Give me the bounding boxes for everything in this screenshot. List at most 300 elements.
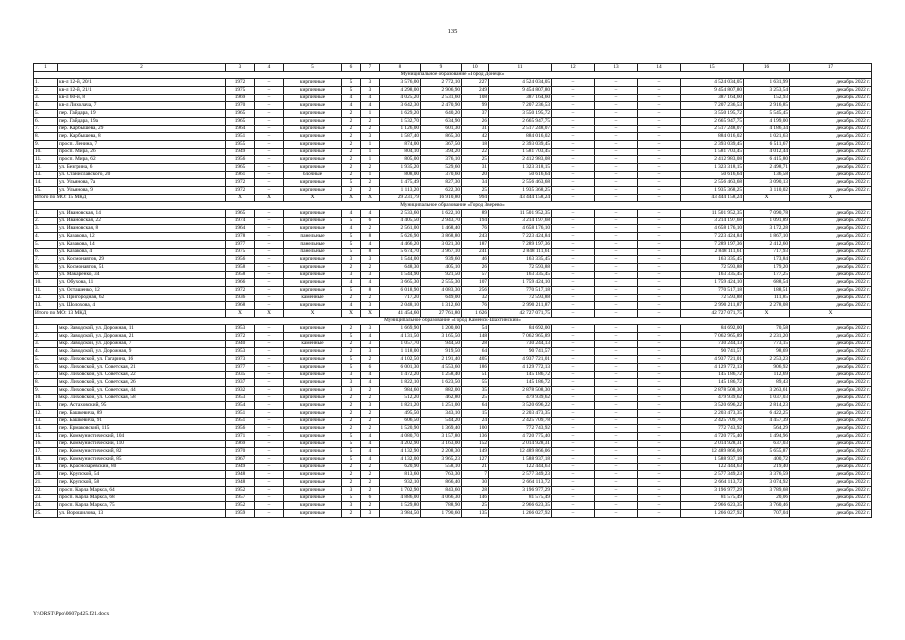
table-cell: 4 080,70 xyxy=(380,433,421,441)
table-cell: декабрь 2022 г. xyxy=(790,386,872,394)
table-cell: 227 xyxy=(462,79,489,87)
table-cell: 1 622,10 xyxy=(421,210,462,218)
table-cell: 2 814,23 xyxy=(744,402,790,410)
table-cell: 7 289 197,36 xyxy=(489,240,552,248)
total-cell: 16 910,80 xyxy=(421,194,462,202)
table-cell: – xyxy=(552,425,595,433)
table-cell: 163 335,45 xyxy=(681,271,744,279)
table-cell: 3 xyxy=(361,79,380,87)
table-cell: – xyxy=(552,279,595,287)
table-row xyxy=(34,286,872,294)
table-cell: – xyxy=(595,187,638,195)
table-cell: – xyxy=(255,402,284,410)
table-cell: 2 906,90 xyxy=(421,87,462,95)
table-cell: 2 xyxy=(342,402,361,410)
table-cell: декабрь 2022 г. xyxy=(790,348,872,356)
table-cell: 730 244,13 xyxy=(681,340,744,348)
table-cell: 2 xyxy=(361,294,380,302)
table-cell: 1 669,90 xyxy=(380,325,421,333)
table-cell: – xyxy=(595,502,638,510)
table-cell: 1952 xyxy=(226,486,255,494)
table-cell: 2 208,30 xyxy=(421,448,462,456)
table-cell: 2 xyxy=(361,463,380,471)
table-cell: 12 489 866,06 xyxy=(489,448,552,456)
table-cell: – xyxy=(595,79,638,87)
table-cell: ул. Безгрина, 6 xyxy=(58,163,226,171)
table-cell: 1940 xyxy=(226,340,255,348)
table-cell: 26 xyxy=(462,117,489,125)
table-row xyxy=(34,386,872,394)
table-cell: 219,40 xyxy=(744,463,790,471)
table-cell: 1956 xyxy=(226,256,255,264)
table-cell: просп. Карла Маркса, 68 xyxy=(58,494,226,502)
table-cell: 2 xyxy=(361,479,380,487)
table-row xyxy=(34,233,872,241)
table-cell: 2 990 211,87 xyxy=(681,302,744,310)
table-cell: 1972 xyxy=(226,286,255,294)
table-cell: декабрь 2022 г. xyxy=(790,509,872,517)
table-cell: – xyxy=(638,340,681,348)
table-cell: 6. xyxy=(34,117,58,125)
table-cell: 4 937 721,01 xyxy=(681,356,744,364)
table-cell: кирпичные xyxy=(284,210,342,218)
table-cell: 3 196 977,29 xyxy=(489,486,552,494)
table-cell: – xyxy=(638,256,681,264)
table-cell: 2 xyxy=(342,117,361,125)
table-cell: 376,10 xyxy=(421,156,462,164)
table-cell: декабрь 2022 г. xyxy=(790,233,872,241)
table-cell: 2 577 349,23 xyxy=(681,471,744,479)
table-cell: 1 623,50 xyxy=(421,379,462,387)
table-cell: 4 083,30 xyxy=(421,286,462,294)
table-cell: 64 xyxy=(462,348,489,356)
column-number: 2 xyxy=(58,64,226,72)
table-cell: – xyxy=(552,302,595,310)
table-cell: кирпичные xyxy=(284,440,342,448)
table-cell: 1965 xyxy=(226,117,255,125)
table-cell: 1964 xyxy=(226,225,255,233)
table-cell: мкр. Заводской, ул. Дорожная, 9 xyxy=(58,348,226,356)
table-cell: 72 593,88 xyxy=(681,263,744,271)
table-cell: декабрь 2022 г. xyxy=(790,117,872,125)
table-row xyxy=(34,133,872,141)
table-cell: 2. xyxy=(34,333,58,341)
table-cell: декабрь 2022 г. xyxy=(790,425,872,433)
table-cell: 13. xyxy=(34,302,58,310)
table-cell: – xyxy=(552,479,595,487)
table-cell: 18 xyxy=(462,140,489,148)
table-cell: кирпичные xyxy=(284,325,342,333)
table-cell: 2 498,71 xyxy=(744,163,790,171)
table-cell: 367,50 xyxy=(421,140,462,148)
table-cell: – xyxy=(552,248,595,256)
table-cell: 1 472,20 xyxy=(380,371,421,379)
table-cell: 188,51 xyxy=(744,286,790,294)
table-cell: – xyxy=(638,425,681,433)
table-cell: 24 xyxy=(462,417,489,425)
table-cell: 7 289 197,36 xyxy=(681,240,744,248)
table-cell: 2 xyxy=(342,148,361,156)
table-cell: 3 xyxy=(342,502,361,510)
table-cell: 135 xyxy=(462,509,489,517)
table-cell: 4 937 721,01 xyxy=(489,356,552,364)
table-cell: декабрь 2022 г. xyxy=(790,456,872,464)
table-cell: 25 xyxy=(462,394,489,402)
table-cell: – xyxy=(552,363,595,371)
table-cell: 256 xyxy=(462,286,489,294)
table-cell: 2 xyxy=(361,117,380,125)
table-cell: 3 576,00 xyxy=(380,79,421,87)
table-cell: 495,50 xyxy=(380,409,421,417)
table-cell: 1 822,10 xyxy=(380,379,421,387)
column-number: 11 xyxy=(489,64,552,72)
table-cell: 606,50 xyxy=(380,417,421,425)
table-cell: – xyxy=(552,233,595,241)
table-cell: декабрь 2022 г. xyxy=(790,133,872,141)
table-cell: декабрь 2022 г. xyxy=(790,440,872,448)
table-cell: 12 489 866,06 xyxy=(681,448,744,456)
table-cell: 5 545,45 xyxy=(744,110,790,118)
table-cell: 1969 xyxy=(226,94,255,102)
table-cell: – xyxy=(638,117,681,125)
table-cell: 100 xyxy=(462,425,489,433)
table-cell: 3 074,92 xyxy=(744,479,790,487)
table-cell: 1949 xyxy=(226,463,255,471)
total-cell: X xyxy=(744,310,790,318)
table-cell: 2 xyxy=(361,394,380,402)
table-cell: пер. Башкевича, 89 xyxy=(58,409,226,417)
table-cell: 3 760,46 xyxy=(744,502,790,510)
table-cell: 55 xyxy=(462,379,489,387)
table-cell: – xyxy=(552,486,595,494)
total-cell: X xyxy=(744,194,790,202)
table-cell: декабрь 2022 г. xyxy=(790,402,872,410)
table-cell: 4 xyxy=(361,210,380,218)
table-cell: – xyxy=(595,463,638,471)
table-cell: 6 422,25 xyxy=(744,409,790,417)
table-cell: – xyxy=(255,248,284,256)
total-cell: 42 727 071,75 xyxy=(681,310,744,318)
table-cell: 3 xyxy=(361,325,380,333)
table-cell: 2 393 039,45 xyxy=(681,140,744,148)
table-cell: 4 066,30 xyxy=(421,494,462,502)
table-cell: 2 xyxy=(342,133,361,141)
table-cell: 5. xyxy=(34,356,58,364)
table-cell: 2 561,00 xyxy=(380,225,421,233)
table-cell: мкр. Лиховской, ул. Советская, 58 xyxy=(58,394,226,402)
table-cell: 2 xyxy=(342,463,361,471)
total-cell: 994 xyxy=(462,194,489,202)
table-cell: – xyxy=(638,486,681,494)
table-cell: 7 062 965,89 xyxy=(681,333,744,341)
table-cell: 4 720 775,40 xyxy=(489,433,552,441)
table-row xyxy=(34,340,872,348)
table-cell: кирпичные xyxy=(284,225,342,233)
table-cell: 1953 xyxy=(226,348,255,356)
table-cell: 1 118,00 xyxy=(380,348,421,356)
table-cell: 5 655,87 xyxy=(744,448,790,456)
table-cell: просп. Ленина, 7 xyxy=(58,140,226,148)
table-cell: декабрь 2022 г. xyxy=(790,302,872,310)
table-cell: 3 xyxy=(361,302,380,310)
table-cell: – xyxy=(595,333,638,341)
table-cell: – xyxy=(595,379,638,387)
table-cell: 177,25 xyxy=(744,271,790,279)
table-cell: – xyxy=(638,187,681,195)
table-cell: 1957 xyxy=(226,494,255,502)
table-cell: пер. Коммунистический, 85 xyxy=(58,456,226,464)
table-cell: – xyxy=(595,340,638,348)
table-cell: декабрь 2022 г. xyxy=(790,394,872,402)
table-cell: 640,20 xyxy=(421,110,462,118)
total-cell: X xyxy=(790,310,872,318)
table-cell: декабрь 2022 г. xyxy=(790,256,872,264)
table-cell: – xyxy=(255,240,284,248)
table-cell: 1 935,20 xyxy=(380,163,421,171)
table-cell: 20. xyxy=(34,471,58,479)
table-cell: – xyxy=(595,217,638,225)
table-cell: – xyxy=(638,363,681,371)
table-cell: 24. xyxy=(34,502,58,510)
table-cell: 145 186,72 xyxy=(681,371,744,379)
table-cell: 122 444,63 xyxy=(681,463,744,471)
table-cell: 1 266 027,92 xyxy=(489,509,552,517)
table-cell: – xyxy=(638,456,681,464)
column-number: 10 xyxy=(462,64,489,72)
table-cell: – xyxy=(552,325,595,333)
table-cell: – xyxy=(552,509,595,517)
table-row xyxy=(34,348,872,356)
table-cell: – xyxy=(255,148,284,156)
table-cell: – xyxy=(638,140,681,148)
table-cell: 717,93 xyxy=(744,248,790,256)
table-cell: – xyxy=(595,402,638,410)
table-cell: 4. xyxy=(34,348,58,356)
table-cell: – xyxy=(255,486,284,494)
table-cell: декабрь 2022 г. xyxy=(790,494,872,502)
table-cell: 2 470,90 xyxy=(421,102,462,110)
table-cell: – xyxy=(255,433,284,441)
table-row xyxy=(34,117,872,125)
table-cell: кв-л 12-й, 21/1 xyxy=(58,87,226,95)
table-cell: ул. Макаренко, 34 xyxy=(58,271,226,279)
table-cell: 89 xyxy=(462,210,489,218)
table-cell: 512,20 xyxy=(380,394,421,402)
table-cell: 2 556 463,68 xyxy=(489,179,552,187)
table-row xyxy=(34,125,872,133)
table-cell: 2 xyxy=(342,156,361,164)
table-cell: – xyxy=(595,440,638,448)
table-cell: – xyxy=(552,117,595,125)
table-cell: 763,30 xyxy=(421,471,462,479)
table-cell: 51 xyxy=(462,371,489,379)
table-cell: 3 xyxy=(361,509,380,517)
table-cell: 4 xyxy=(342,279,361,287)
table-cell: пер. Астаховский, 95 xyxy=(58,402,226,410)
table-cell: – xyxy=(255,187,284,195)
table-cell: 14. xyxy=(34,179,58,187)
table-row xyxy=(34,402,872,410)
table-cell: 76 xyxy=(462,225,489,233)
table-cell: кирпичные xyxy=(284,379,342,387)
table-cell: кирпичные xyxy=(284,486,342,494)
table-cell: 163 335,45 xyxy=(681,256,744,264)
table-cell: 772 743,92 xyxy=(489,425,552,433)
table-cell: 32 xyxy=(462,294,489,302)
table-cell: 2 533,60 xyxy=(380,210,421,218)
table-cell: 1965 xyxy=(226,163,255,171)
table-row xyxy=(34,240,872,248)
table-cell: 4 129 772,13 xyxy=(681,363,744,371)
table-cell: 4 524 034,05 xyxy=(489,79,552,87)
table-cell: – xyxy=(595,163,638,171)
table-cell: декабрь 2022 г. xyxy=(790,286,872,294)
table-cell: – xyxy=(552,394,595,402)
table-cell: 2 xyxy=(342,509,361,517)
table-cell: декабрь 2022 г. xyxy=(790,240,872,248)
table-cell: 1966 xyxy=(226,279,255,287)
table-row xyxy=(34,379,872,387)
table-cell: 3. xyxy=(34,340,58,348)
table-cell: кирпичные xyxy=(284,279,342,287)
table-cell: 6 018,90 xyxy=(380,286,421,294)
table-cell: 10. xyxy=(34,394,58,402)
table-cell: 3. xyxy=(34,225,58,233)
table-cell: – xyxy=(638,102,681,110)
table-cell: 2 278,08 xyxy=(744,302,790,310)
table-cell: 4. xyxy=(34,102,58,110)
table-cell: 90 741,57 xyxy=(489,348,552,356)
total-row xyxy=(34,194,872,202)
table-cell: 1972 xyxy=(226,79,255,87)
table-cell: кирпичные xyxy=(284,502,342,510)
table-cell: 3 xyxy=(361,256,380,264)
table-cell: кирпичные xyxy=(284,163,342,171)
table-cell: 34 xyxy=(462,179,489,187)
table-cell: 3 090,13 xyxy=(744,179,790,187)
table-cell: – xyxy=(595,102,638,110)
document-path: Y:\ORST\Ppo\0607p425.f21.docx xyxy=(33,611,110,617)
table-cell: 1 323 318,15 xyxy=(489,163,552,171)
table-cell: – xyxy=(255,263,284,271)
table-cell: 11. xyxy=(34,402,58,410)
table-cell: – xyxy=(595,240,638,248)
table-cell: 90 741,57 xyxy=(681,348,744,356)
table-cell: 1 629,20 xyxy=(380,110,421,118)
table-cell: декабрь 2022 г. xyxy=(790,433,872,441)
table-cell: декабрь 2022 г. xyxy=(790,356,872,364)
table-cell: кирпичные xyxy=(284,302,342,310)
table-cell: кирпичные xyxy=(284,256,342,264)
table-cell: – xyxy=(552,210,595,218)
table-cell: каменные xyxy=(284,340,342,348)
table-cell: – xyxy=(638,433,681,441)
table-cell: 81 575,49 xyxy=(681,494,744,502)
table-cell: кирпичные xyxy=(284,356,342,364)
table-cell: – xyxy=(255,94,284,102)
table-cell: – xyxy=(255,233,284,241)
table-cell: 2 943,70 xyxy=(421,217,462,225)
table-cell: 1 935 368,25 xyxy=(489,187,552,195)
table-cell: – xyxy=(552,171,595,179)
table-cell: 37 xyxy=(462,110,489,118)
table-cell: ул. Ивановская, 22 xyxy=(58,217,226,225)
table-cell: кирпичные xyxy=(284,79,342,87)
table-cell: 2 848 111,61 xyxy=(681,248,744,256)
table-row xyxy=(34,486,872,494)
table-cell: 4 457,39 xyxy=(744,417,790,425)
table-cell: кирпичные xyxy=(284,271,342,279)
table-cell: – xyxy=(255,502,284,510)
total-cell: X xyxy=(284,194,342,202)
table-cell: – xyxy=(552,79,595,87)
total-cell: 43 444 158,24 xyxy=(681,194,744,202)
total-cell: 41 454,60 xyxy=(380,310,421,318)
table-cell: – xyxy=(552,225,595,233)
table-cell: – xyxy=(255,448,284,456)
table-cell: 1 312,60 xyxy=(421,302,462,310)
table-cell: 3 550 195,72 xyxy=(681,110,744,118)
table-cell: декабрь 2022 г. xyxy=(790,294,872,302)
table-cell: кирпичные xyxy=(284,433,342,441)
table-cell: 2 517 248,07 xyxy=(681,125,744,133)
table-cell: 2 203 473,35 xyxy=(489,409,552,417)
table-cell: – xyxy=(255,279,284,287)
table-cell: – xyxy=(255,509,284,517)
table-cell: 1 587,40 xyxy=(380,133,421,141)
total-cell: 43 444 158,24 xyxy=(489,194,552,202)
table-cell: – xyxy=(255,417,284,425)
table-cell: 3 xyxy=(361,402,380,410)
table-cell: 1965 xyxy=(226,110,255,118)
table-cell: 46 xyxy=(462,256,489,264)
table-cell: декабрь 2022 г. xyxy=(790,163,872,171)
table-cell: 865,30 xyxy=(421,133,462,141)
table-cell: 3 520 696,22 xyxy=(681,402,744,410)
table-cell: 1948 xyxy=(226,471,255,479)
table-cell: 2 665 947,75 xyxy=(489,117,552,125)
table-cell: 31 xyxy=(462,125,489,133)
table-cell: 11. xyxy=(34,156,58,164)
table-cell: 10. xyxy=(34,279,58,287)
table-cell: 3 196 977,29 xyxy=(681,486,744,494)
table-cell: 1932 xyxy=(226,386,255,394)
table-cell: – xyxy=(552,140,595,148)
table-cell: кирпичные xyxy=(284,156,342,164)
table-cell: 146 xyxy=(462,494,489,502)
table-cell: 4 xyxy=(361,371,380,379)
table-cell: 2 xyxy=(361,502,380,510)
table-row xyxy=(34,148,872,156)
table-cell: – xyxy=(595,156,638,164)
table-cell: декабрь 2022 г. xyxy=(790,87,872,95)
table-cell: 788,90 xyxy=(421,502,462,510)
table-cell: 1 258,40 xyxy=(421,371,462,379)
table-row xyxy=(34,248,872,256)
table-cell: 874,00 xyxy=(380,140,421,148)
table-cell: – xyxy=(552,87,595,95)
table-cell: ул. Пригородная, 62 xyxy=(58,294,226,302)
table-cell: – xyxy=(552,256,595,264)
table-cell: – xyxy=(638,148,681,156)
table-cell: 13. xyxy=(34,171,58,179)
table-cell: 2 203 473,35 xyxy=(681,409,744,417)
table-cell: кирпичные xyxy=(284,133,342,141)
table-cell: 4 012,44 xyxy=(744,148,790,156)
table-cell: 11 501 952,35 xyxy=(681,210,744,218)
table-cell: – xyxy=(595,148,638,156)
table-cell: 387 164,60 xyxy=(489,94,552,102)
